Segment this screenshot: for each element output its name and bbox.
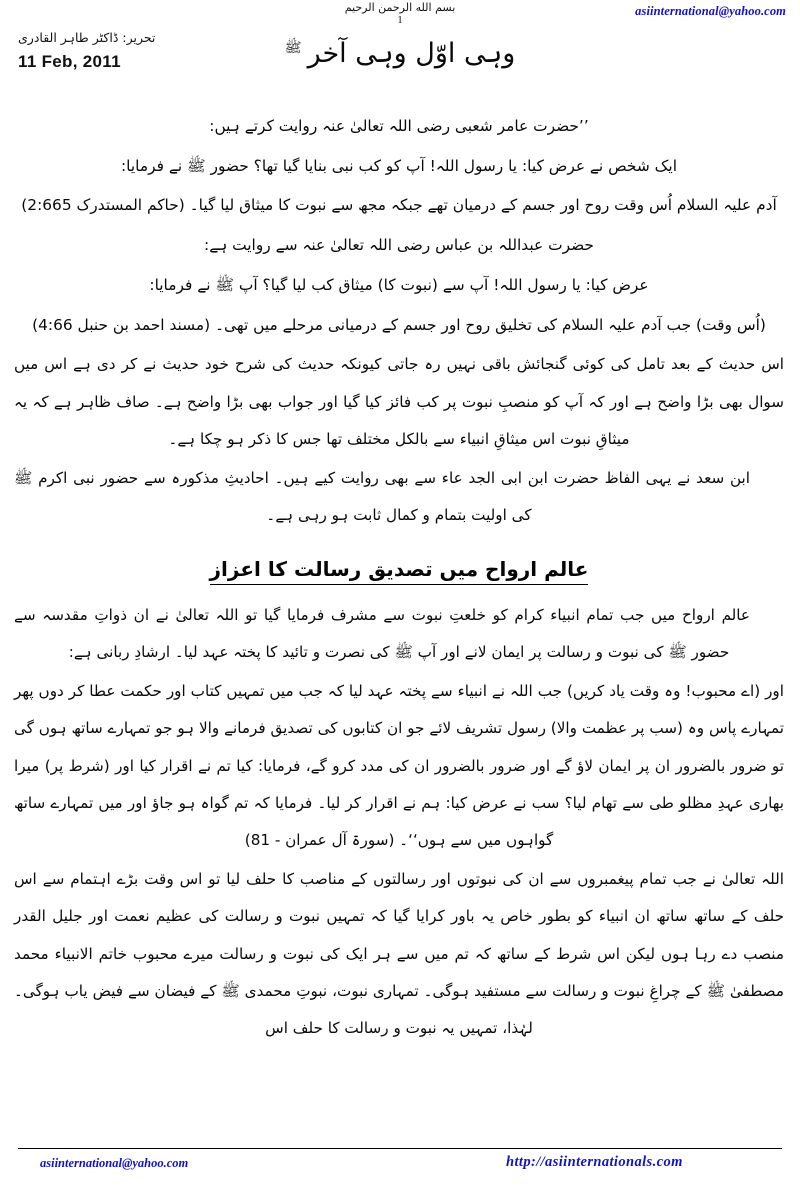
narration-question-2: عرض کیا: یا رسول اللہ! آپ سے (نبوت کا) میثاق کب لیا گیا؟ آپ ﷺ نے فرمایا: [149, 275, 649, 294]
footer-email-address[interactable]: asiinternational@yahoo.com [40, 1156, 189, 1170]
author-byline: تحریر: ڈاکٹر طاہر القادری [18, 30, 156, 45]
header-email-address[interactable]: asiinternational@yahoo.com [635, 4, 786, 18]
salawat-honorific-icon: ﷺ [284, 40, 302, 56]
narration-answer-1-with-citation: آدم علیہ السلام اُس وقت روح اور جسم کے درمیان تھے جبکہ مجھ سے نبوت کا میثاق لیا گیا۔ (حاکم المستدرک 2:665) [21, 196, 777, 215]
section-heading [14, 553, 784, 585]
footer-row [14, 1156, 786, 1176]
article-title [0, 38, 800, 69]
quran-quotation-al-imran: اور (اے محبوب! وہ وقت یاد کریں) جب اللہ نے انبیاء سے پختہ عہد لیا کہ جب میں تمہیں کتاب اور حکمت عطا کر دوں پھر تمہارے پاس وہ (سب پر عظمت والا) رسول تشریف لائے جو ان کتابوں کی تصدیق فرمانے والا ہو جو تمہارے ساتھ ہوں گی تو ضرور بالضرور ان پر ایمان لاؤ گے اور ضرور بالضرور ان کی مدد کرو گے، فرمایا: کیا تم نے اقرار کیا اور (شرط پر) میرا بھاری عہدِ مظلو طی سے تھام لیا؟ سب نے عرض کیا: ہم نے اقرار کر لیا۔ فرمایا کہ تم گواہ ہو جاؤ اور میں تمہارے ساتھ گواہوں میں سے ہوں‘‘۔ (سورۃ آل عمران - 81) [14, 682, 784, 849]
narration-question-1: ایک شخص نے عرض کیا: یا رسول اللہ! آپ کو کب نبی بنایا گیا تھا؟ حضور ﷺ نے فرمایا: [121, 156, 677, 175]
narration-intro-shabi: ’’حضرت عامر شعبی رضی اللہ تعالیٰ عنہ روایت کرتے ہیں: [209, 117, 589, 135]
commentary-paragraph-2: ابن سعد نے یہی الفاظ حضرت ابن ابی الجد عاء سے بھی روایت کیے ہیں۔ احادیثِ مذکورہ سے حضور نبی اکرم ﷺ کی اولیت بتمام و کمال ثابت ہو رہی ہے۔ [14, 469, 750, 525]
page-header [0, 0, 800, 108]
section-intro-paragraph: عالم ارواح میں جب تمام انبیاء کرام کو خلعتِ نبوت سے مشرف فرمایا گیا تو اللہ تعالیٰ نے ان ذواتِ مقدسہ سے حضور ﷺ کی نبوت و رسالت پر ایمان لانے اور آپ ﷺ کی نصرت و تائید کا پختہ عہد لیا۔ ارشادِ ربانی ہے: [14, 605, 750, 661]
publication-date: 11 Feb, 2011 [18, 52, 121, 71]
footer-divider [18, 1148, 782, 1149]
article-title-text: وہی اوّل وہی آخر [307, 38, 516, 69]
footer-website-link[interactable]: http://asiinternationals.com [506, 1154, 683, 1170]
page-number: 1 [397, 14, 403, 26]
bismillah-line: بسم الله الرحمن الرحيم [344, 1, 456, 14]
article-body [0, 108, 800, 1047]
narration-intro-ibn-abbas: حضرت عبداللہ بن عباس رضی اللہ تعالیٰ عنہ سے روایت ہے: [204, 236, 594, 255]
narration-answer-2-with-citation: (اُس وقت) جب آدم علیہ السلام کی تخلیق روح اور جسم کے درمیانی مرحلے میں تھی۔ (مسند احمد بن حنبل 4:66) [32, 315, 766, 334]
closing-commentary-paragraph: اللہ تعالیٰ نے جب تمام پیغمبروں سے ان کی نبوتوں اور رسالتوں کے مناصب کا حلف لیا تو اس وقت بڑے اہتمام سے اس حلف کے ساتھ ساتھ ان انبیاء کو بطور خاص یہ باور کرایا گیا کہ تمہیں نبوت و رسالت کی عظیم نعمت اور جلیل القدر منصب دے رہا ہوں لیکن اس شرط کے ساتھ کہ تم میں سے ہر ایک کی نبوت و رسالت میرے محبوب خاتم الانبیاء محمد مصطفیٰ ﷺ کے چراغِ نبوت و رسالت سے مستفید ہوگی۔ تمہاری نبوت، نبوتِ محمدی ﷺ کے فیضان سے فیض یاب ہوگی۔ لہٰذا، تمہیں یہ نبوت و رسالت کا حلف اس [14, 870, 784, 1038]
commentary-paragraph-1: اس حدیث کے بعد تامل کی کوئی گنجائش باقی نہیں رہ جاتی کیونکہ حدیث کی شرح خود حدیث نے کر دی ہے اس میں سوال بھی بڑا واضح ہے اور کہ آپ کو منصبِ نبوت پر کب فائز کیا گیا اور جواب بھی بڑا واضح ہے۔ صاف ظاہر ہے کہ یہ میثاقِ نبوت اس میثاقِ انبیاء سے بالکل مختلف تھا جس کا ذکر ہو چکا ہے۔ [14, 355, 784, 448]
section-heading-text: عالم ارواح میں تصدیق رسالت کا اعزاز [210, 557, 589, 585]
page-footer [0, 1148, 800, 1200]
